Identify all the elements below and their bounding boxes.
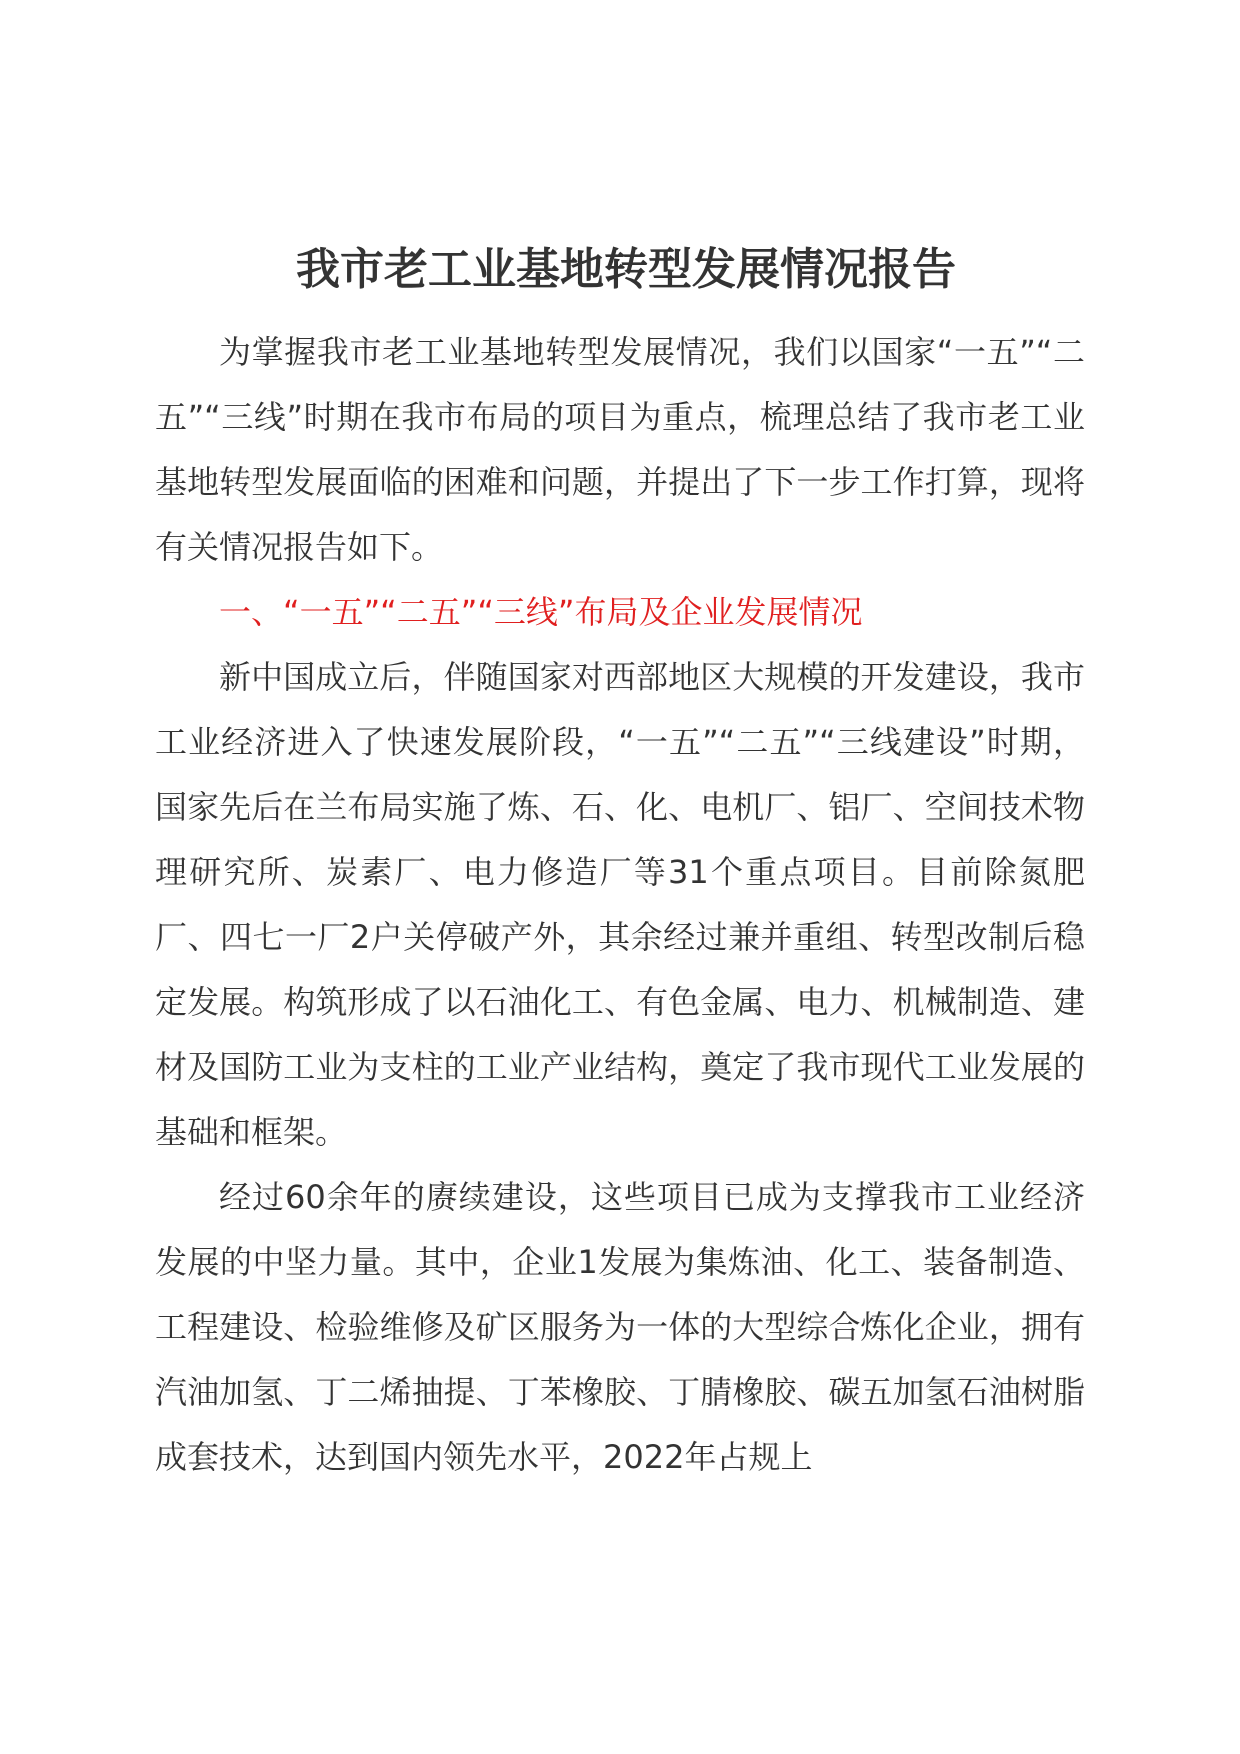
section1-paragraph-2: 经过60余年的赓续建设，这些项目已成为支撑我市工业经济发展的中坚力量。其中，企业1发展为集炼油、化工、装备制造、工程建设、检验维修及矿区服务为一体的大型综合炼化企业，拥有汽油加氢、丁二烯抽提、丁苯橡胶、丁腈橡胶、碳五加氢石油树脂成套技术，达到国内领先水平，2022年占规上	[155, 1178, 1085, 1476]
report-title: 我市老工业基地转型发展情况报告	[296, 244, 956, 295]
section-heading-1: 一、“一五”“二五”“三线”布局及企业发展情况	[219, 593, 863, 631]
document-page	[155, 230, 1085, 1490]
intro-paragraph: 为掌握我市老工业基地转型发展情况，我们以国家“一五”“二五”“三线”时期在我市布局的项目为重点，梳理总结了我市老工业基地转型发展面临的困难和问题，并提出了下一步工作打算，现将有关情况报告如下。	[155, 333, 1085, 566]
section1-paragraph-1: 新中国成立后，伴随国家对西部地区大规模的开发建设，我市工业经济进入了快速发展阶段，“一五”“二五”“三线建设”时期，国家先后在兰布局实施了炼、石、化、电机厂、铝厂、空间技术物理研究所、炭素厂、电力修造厂等31个重点项目。目前除氮肥厂、四七一厂2户关停破产外，其余经过兼并重组、转型改制后稳定发展。构筑形成了以石油化工、有色金属、电力、机械制造、建材及国防工业为支柱的工业产业结构，奠定了我市现代工业发展的基础和框架。	[155, 658, 1085, 1151]
